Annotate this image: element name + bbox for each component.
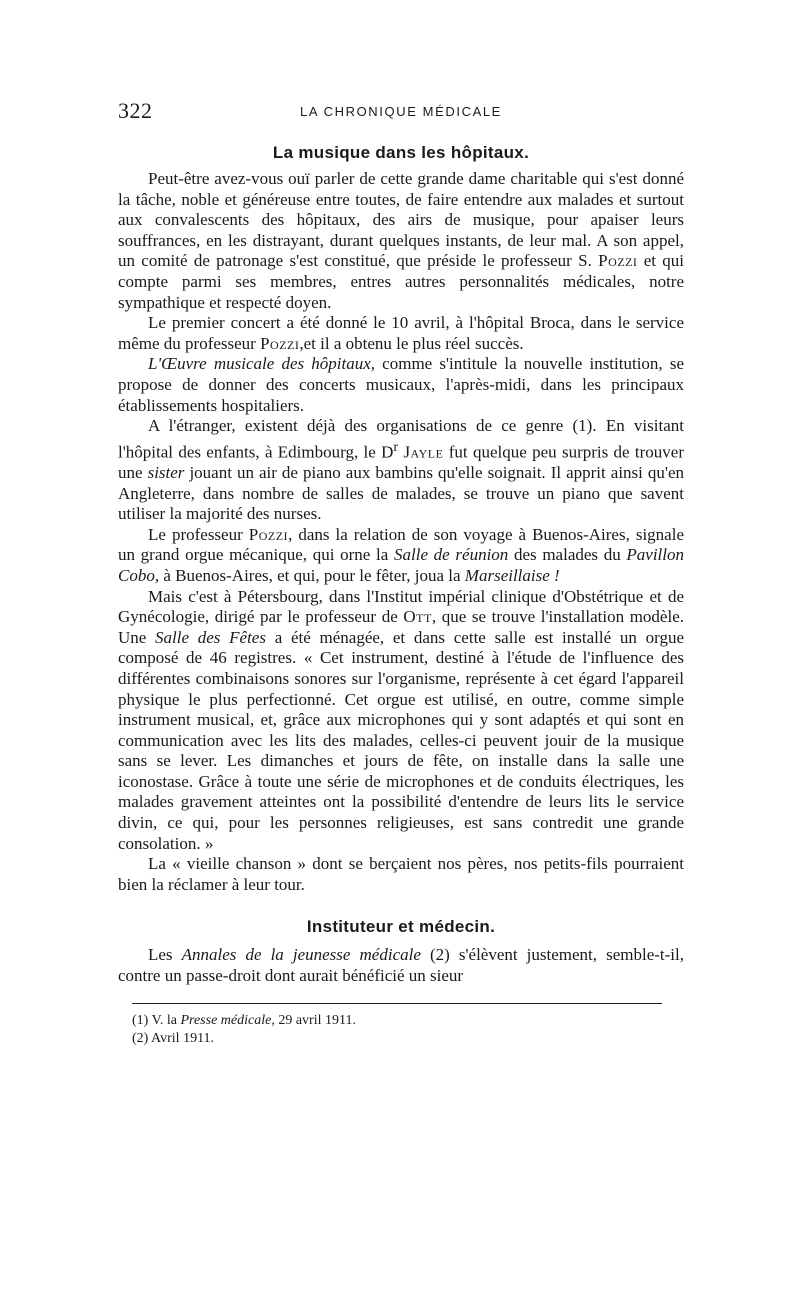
author-name: Pozzi — [248, 524, 289, 544]
text-run: fut quelque peu surpris de trouver une — [118, 442, 684, 482]
italic-text: Marseillaise ! — [464, 565, 560, 585]
italic-text: Salle des Fêtes — [155, 627, 266, 647]
text-run: et qui compte parmi ses membres, entres autres personnalités médicales, notre sympathique et respecté doyen. — [118, 251, 684, 312]
paragraph-2 — [118, 313, 684, 354]
text-run: Mais c'est à Pétersbourg, dans l'Institut impérial clinique d'Obstétrique et de Gynécologie, dirigé par le professeur de — [118, 586, 684, 627]
author-name: Pozzi — [598, 251, 638, 271]
italic-text: sister — [147, 462, 185, 482]
italic-text: Presse médicale, — [180, 1012, 275, 1028]
paragraph-6 — [118, 587, 684, 855]
footnote-rule — [132, 1003, 662, 1004]
text-run: des malades du — [508, 545, 627, 565]
text-run: ,et il a obtenu le plus réel succès. — [299, 333, 524, 353]
article-title: La musique dans les hôpitaux. — [272, 143, 530, 162]
paragraph-8 — [118, 945, 684, 986]
author-name: Jayle — [403, 442, 444, 462]
article-title: Instituteur et médecin. — [306, 917, 496, 937]
text-run: Le professeur — [148, 524, 249, 544]
text-run: , que se trouve l'installation modèle. Une — [118, 607, 684, 647]
text-run: Les — [148, 945, 182, 965]
paragraph-1 — [118, 169, 684, 313]
text-run: 29 avril 1911. — [274, 1012, 356, 1028]
text-run: comme s'intitule la nouvelle institution, se propose de donner des concerts musicaux, l'après-midi, dans les principaux établissements hospitaliers. — [118, 354, 684, 415]
italic-text: Pavillon Cobo, — [118, 545, 685, 585]
text-run: a été ménagée, et dans cette salle est installé un orgue composé de 46 registres. « Cet instrument, destiné à l'étude de l'influence des différentes combinaisons sonores sur l'organisme, représente à cet égard l'appareil physique le plus perfectionné. Cet orgue est utilisé, en outre, comme simple instrument musical, et, grâce aux microphones qui y sont adaptés et qui sont en communication avec les lits des malades, celles-ci peuvent jouir de la musique sans se lever. Les dimanches et jours de fête, on installe dans la salle une iconostase. Grâce à toute une série de microphones et de conduits électriques, les malades gravement atteintes ont la possibilité d'entendre de leurs lits le service divin, ce qui, pour les personnes religieuses, est sans contredit une grande consolation. » — [118, 627, 684, 853]
italic-text: Annales de la jeunesse médicale — [181, 945, 421, 965]
superscript: r — [393, 438, 399, 455]
text-run: Le premier concert a été donné le 10 avril, à l'hôpital Broca, dans le service même du professeur — [118, 313, 684, 353]
journal-title: LA CHRONIQUE MÉDICALE — [300, 104, 502, 119]
footnote-1 — [132, 1012, 684, 1030]
italic-text: L'Œuvre musicale des hôpitaux, — [148, 354, 376, 374]
footnote-2 — [132, 1030, 684, 1048]
running-head — [118, 96, 684, 126]
paragraph-3 — [118, 354, 684, 416]
text-run: , dans la relation de son voyage à Buenos-Aires, signale un grand orgue mécanique, qui orne la — [118, 524, 684, 565]
page — [118, 96, 684, 1048]
text-run: (2) Avril 1911. — [132, 1030, 215, 1046]
page-number: 322 — [118, 98, 153, 123]
text-run: à Buenos-Aires, et qui, pour le fêter, joua la — [159, 565, 465, 585]
paragraph-4 — [118, 416, 684, 525]
text-run: jouant un air de piano aux bambins qu'elle soignait. Il apprit ainsi qu'en Angleterre, dans nombre de salles de malades, se trouve un piano que savent utiliser la majorité des nurses. — [118, 462, 685, 524]
text-run: A l'étranger, existent déjà des organisations de ce genre (1). En visitant l'hôpital des enfants, à Edimbourg, le D — [118, 416, 684, 462]
italic-text: Salle de réunion — [394, 545, 509, 565]
paragraph-7: La « vieille chanson » dont se berçaient nos pères, nos petits-fils pourraient bien la réclamer à leur tour. — [118, 854, 684, 894]
text-run: Peut-être avez-vous ouï parler de cette grande dame charitable qui s'est donné la tâche, noble et généreuse entre toutes, de faire entendre aux malades et surtout aux convalescents des hôpitaux, des airs de musique, pour apaiser leurs souffrances, en les distrayant, durant quelques instants, de leur mal. A son appel, un comité de patronage s'est constitué, que préside le professeur S. — [118, 169, 684, 271]
author-name: Pozzi — [260, 333, 300, 353]
text-run: (1) V. la — [132, 1012, 181, 1028]
author-name: Ott — [403, 607, 432, 627]
paragraph-5 — [118, 525, 684, 587]
text-run: (2) s'élèvent justement, semble-t-il, contre un passe-droit dont aurait bénéficié un sieur — [118, 945, 684, 986]
